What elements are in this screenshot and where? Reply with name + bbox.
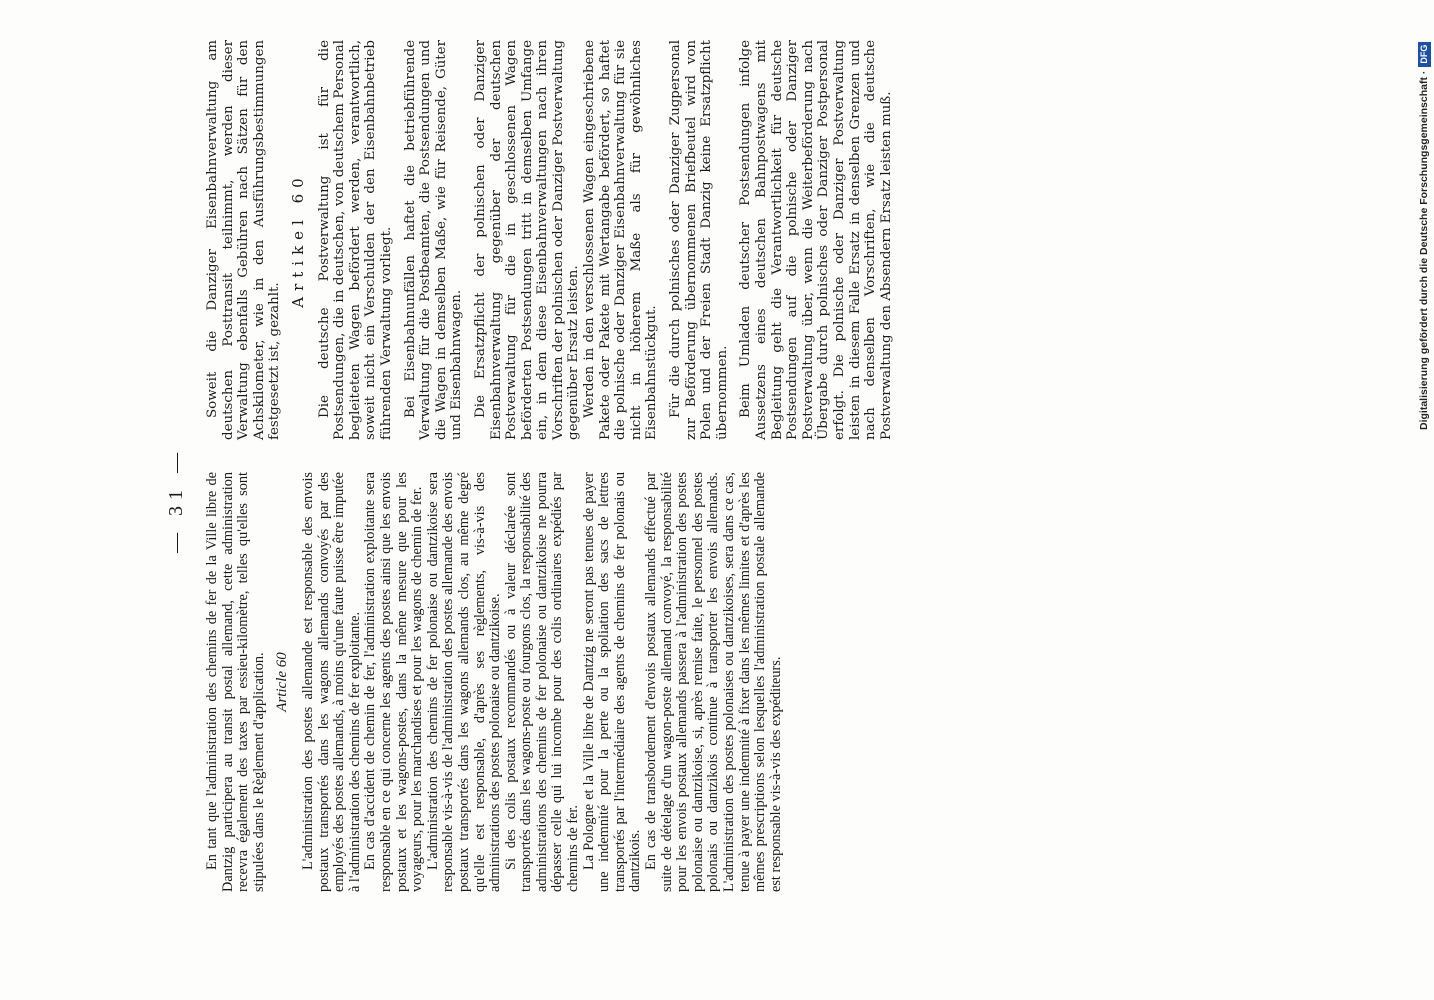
german-article-heading: Artikel 60 [288,172,307,308]
rotated-document-page [165,40,1100,910]
french-paragraph: Si des colis postaux recommandés ou à valeur déclarée sont transportés dans les wagons-poste ou fourgons clos, la responsabilité des administrations des chemins de fer polonaise ou dantzikoise ne pourra dépasser celle qui lui incombe pour des colis ordinaires expédiés par chemins de fer. [502,472,582,892]
french-paragraph: En cas de transbordement d'envois postaux allemands effectué par suite de dételage d'un wagon-poste allemand convoyé, la responsabilité pour les envois postaux allemands passera à l'administration des postes polonaise ou dantzikoise, si, après remise faite, le personnel des postes polonais ou dantzikois continue à transporter les envois allemands. L'administration des postes polonaises ou dantzikoises, sera dans ce cas, tenue à payer une indemnité à fixer dans les mêmes limites et d'après les mêmes prescriptions selon lesquelles l'administration postale allemande est responsable vis-à-vis des expéditeurs. [643,472,784,892]
german-paragraph: Für die durch polnisches oder Danziger Zugpersonal zur Beförderung übernommenen Briefbeutel wird von Polen und der Freien Stadt Danzig keine Ersatzpflicht übernommen. [668,40,730,440]
digitization-credit-text: Digitalisierung gefördert durch die Deutsche Forschungsgemeinschaft · [1418,70,1430,430]
french-paragraph: La Pologne et la Ville libre de Dantzig ne seront pas tenues de payer une indemnité pour la perte ou la spoliation des sacs de lettres transportés par l'intermédiaire des agents de chemins de fer polonais ou dantzikois. [580,472,644,892]
french-paragraph: En cas d'accident de chemin de fer, l'administration exploitante sera responsable en ce qui concerne les agents des postes ainsi que les envois postaux et les wagons-postes, dans la même mesure que pour les voyageurs, pour les marchandises et pour les wagons de chemin de fer. [362,472,426,892]
german-column [205,40,894,440]
page-number: — 31 — [165,447,187,553]
french-paragraph: En tant que l'administration des chemins de fer de la Ville libre de Dantzig participera au transit postal allemand, cette administration recevra également des taxes par essieu-kilomètre, telles qu'elles sont stipulées dans le Règlement d'application. [204,472,267,892]
german-paragraph: Soweit die Danziger Eisenbahnverwaltung am deutschen Posttransit teilnimmt, werden dieser Verwaltung ebenfalls Gebühren nach Sätzen für den Achskilometer, wie in den Ausführungsbestimmungen festgesetzt ist, gezahlt. [205,40,283,440]
german-paragraph: Die Ersatzpflicht der polnischen oder Danziger Eisenbahnverwaltung gegenüber der deutschen Postverwaltung für die in geschlossenen Wagen beförderten Postsendungen tritt in demselben Umfange ein, in dem diese Eisenbahnverwaltungen nach ihren Vorschriften der polnischen oder Danziger Postverwaltung gegenüber Ersatz leisten. [472,40,582,440]
german-paragraph: Die deutsche Postverwaltung ist für die Postsendungen, die in deutschen, von deutschem Personal begleiteten Wagen befördert werden, verantwortlich, soweit nicht ein Verschulden der den Eisenbahnbetrieb führenden Verwaltung vorliegt. [316,40,394,440]
french-paragraph: L'administration des chemins de fer polonaise ou dantzikoise sera responsable vis-à-vis de l'administration des postes allemande des envois postaux transportés dans les wagons allemands clos, au même degré qu'elle est responsable, d'après ses règlements, vis-à-vis des administrations des postes polonaise ou dantzikoise. [424,472,504,892]
german-paragraph: Werden in den verschlossenen Wagen eingeschriebene Pakete oder Pakete mit Wertangabe befördert, so haftet die polnische oder Danziger Eisenbahnverwaltung für sie nicht in höherem Maße als für gewöhnliches Eisenbahnstückgut. [582,40,660,440]
french-column [205,472,784,892]
german-paragraph: Bei Eisenbahnunfällen haftet die betriebführende Verwaltung für die Postbeamten, die Postsendungen und die Wagen in demselben Maße, wie für Reisende, Güter und Eisenbahnwagen. [402,40,465,440]
french-article-heading: Article 60 [274,652,291,712]
dfg-logo: DFG [1418,42,1431,67]
digitization-credit [1418,10,1434,430]
french-paragraph: L'administration des postes allemande est responsable des envois postaux transportés dans les wagons allemands convoyés par des employés des postes allemands, à moins qu'une faute puisse être imputée à l'administration des chemins de fer exploitante. [299,472,363,892]
german-paragraph: Beim Umladen deutscher Postsendungen infolge Aussetzens eines deutschen Bahnpostwagens mit Begleitung geht die Verantwortlichkeit für deutsche Postsendungen auf die polnische oder Danziger Postverwaltung über, wenn die Weiterbeförderung nach Übergabe durch polnisches oder Danziger Postpersonal erfolgt. Die polnische oder Danziger Postverwaltung leisten in diesem Falle Ersatz in denselben Grenzen und nach denselben Vorschriften, wie die deutsche Postverwaltung den Absendern Ersatz leisten muß. [738,40,894,440]
